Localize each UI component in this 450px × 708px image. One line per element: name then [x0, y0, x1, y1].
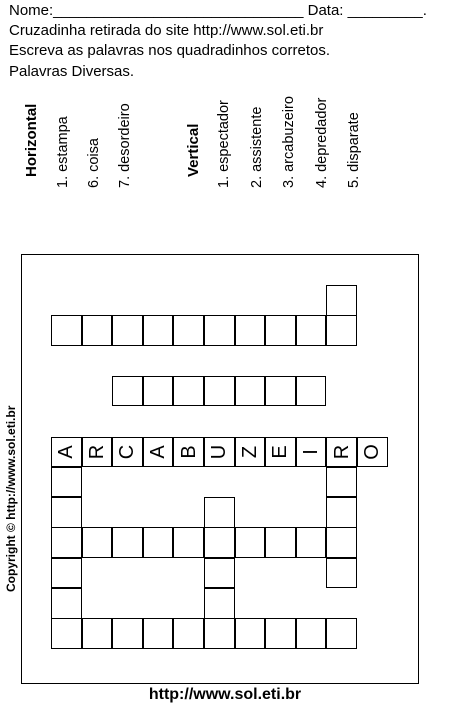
crossword-cell[interactable]	[204, 618, 235, 649]
vertical-clue: 1. espectador	[216, 100, 232, 188]
crossword-cell[interactable]	[326, 285, 357, 316]
crossword-cell[interactable]	[265, 437, 296, 468]
crossword-cell[interactable]	[143, 618, 174, 649]
crossword-cell[interactable]	[51, 497, 82, 528]
horizontal-title: Horizontal	[23, 103, 40, 177]
crossword-cell[interactable]	[296, 376, 327, 407]
crossword-cell[interactable]	[204, 376, 235, 407]
cell-letter: O	[361, 444, 384, 460]
crossword-cell[interactable]	[51, 588, 82, 619]
crossword-cell[interactable]	[82, 437, 113, 468]
crossword-cell[interactable]	[235, 437, 266, 468]
cell-letter: E	[269, 445, 292, 459]
crossword-cell[interactable]	[326, 467, 357, 498]
cell-letter: R	[330, 444, 353, 460]
horizontal-clue: 1. estampa	[55, 116, 71, 188]
vertical-clue: 3. arcabuzeiro	[281, 96, 297, 188]
crossword-cell[interactable]	[51, 527, 82, 558]
crossword-cell[interactable]	[235, 315, 266, 346]
crossword-cell[interactable]	[82, 527, 113, 558]
crossword-cell[interactable]	[357, 437, 388, 468]
vertical-clue: 2. assistente	[249, 106, 265, 188]
crossword-cell[interactable]	[112, 376, 143, 407]
theme-line: Palavras Diversas.	[9, 63, 135, 80]
horizontal-clue: 7. desordeiro	[117, 103, 133, 188]
vertical-title: Vertical	[185, 123, 202, 177]
crossword-cell[interactable]	[296, 618, 327, 649]
crossword-cell[interactable]	[51, 467, 82, 498]
crossword-cell[interactable]	[326, 618, 357, 649]
vertical-clue: 4. depredador	[314, 97, 330, 188]
crossword-cell[interactable]	[326, 558, 357, 589]
instruction-line: Escreva as palavras nos quadradinhos corretos.	[9, 42, 331, 59]
crossword-cell[interactable]	[173, 437, 204, 468]
crossword-cell[interactable]	[204, 558, 235, 589]
crossword-cell[interactable]	[235, 527, 266, 558]
cell-letter: C	[116, 444, 139, 460]
crossword-cell[interactable]	[204, 588, 235, 619]
source-line: Cruzadinha retirada do site http://www.sol.eti.br	[9, 22, 324, 39]
cell-letter: I	[300, 449, 323, 455]
copyright-text: Copyright © http://www.sol.eti.br	[4, 405, 18, 592]
cell-letter: A	[55, 445, 78, 459]
crossword-cell[interactable]	[296, 437, 327, 468]
crossword-cell[interactable]	[173, 315, 204, 346]
crossword-cell[interactable]	[112, 527, 143, 558]
crossword-cell[interactable]	[265, 376, 296, 407]
crossword-cell[interactable]	[235, 618, 266, 649]
name-date-line: Nome:______________________________ Data: _________.	[9, 2, 427, 19]
crossword-cell[interactable]	[235, 376, 266, 407]
crossword-cell[interactable]	[82, 315, 113, 346]
crossword-cell[interactable]	[51, 558, 82, 589]
crossword-cell[interactable]	[51, 315, 82, 346]
crossword-cell[interactable]	[296, 527, 327, 558]
crossword-cell[interactable]	[204, 315, 235, 346]
crossword-cell[interactable]	[51, 437, 82, 468]
crossword-cell[interactable]	[173, 618, 204, 649]
crossword-cell[interactable]	[143, 376, 174, 407]
crossword-cell[interactable]	[265, 315, 296, 346]
crossword-cell[interactable]	[112, 618, 143, 649]
crossword-cell[interactable]	[326, 437, 357, 468]
crossword-cell[interactable]	[326, 315, 357, 346]
footer-url[interactable]: http://www.sol.eti.br	[148, 686, 302, 703]
crossword-cell[interactable]	[143, 527, 174, 558]
crossword-cell[interactable]	[82, 618, 113, 649]
vertical-clue: 5. disparate	[346, 112, 362, 188]
crossword-cell[interactable]	[173, 527, 204, 558]
crossword-cell[interactable]	[204, 497, 235, 528]
crossword-cell[interactable]	[51, 618, 82, 649]
crossword-cell[interactable]	[326, 527, 357, 558]
crossword-cell[interactable]	[112, 315, 143, 346]
crossword-cell[interactable]	[173, 376, 204, 407]
crossword-cell[interactable]	[204, 437, 235, 468]
crossword-cell[interactable]	[326, 497, 357, 528]
crossword-cell[interactable]	[112, 437, 143, 468]
crossword-cell[interactable]	[296, 315, 327, 346]
cell-letter: A	[147, 445, 170, 459]
crossword-cell[interactable]	[265, 527, 296, 558]
crossword-cell[interactable]	[265, 618, 296, 649]
horizontal-clue: 6. coisa	[86, 138, 102, 188]
crossword-cell[interactable]	[143, 315, 174, 346]
cell-letter: Z	[238, 445, 261, 458]
cell-letter: U	[208, 444, 231, 460]
cell-letter: B	[177, 445, 200, 459]
cell-letter: R	[85, 444, 108, 460]
crossword-cell[interactable]	[204, 527, 235, 558]
crossword-cell[interactable]	[143, 437, 174, 468]
